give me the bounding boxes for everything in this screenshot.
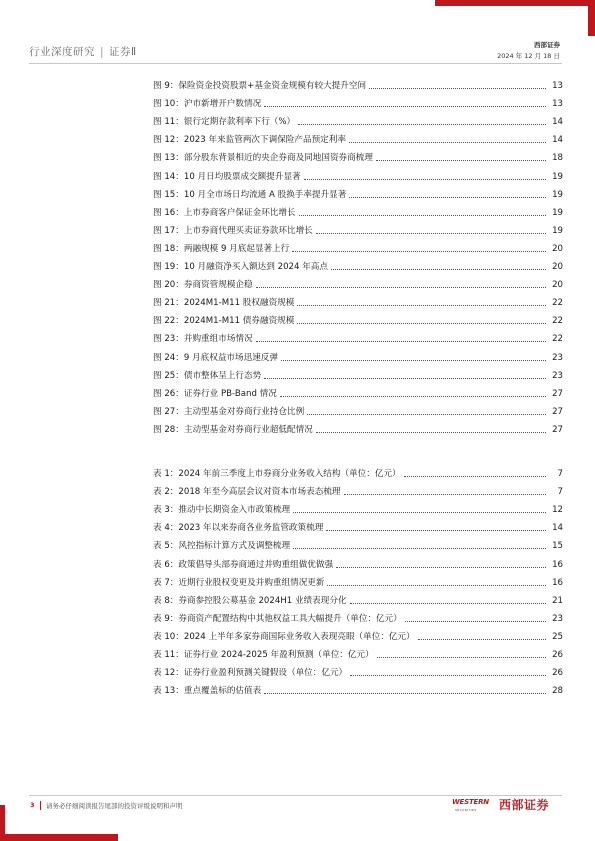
table-toc-entry-page: 14 — [552, 523, 563, 534]
figure-toc-entry-label: 图 14：10 月日均股票成交额提升显著 — [153, 171, 301, 182]
table-toc-entry-label: 表 12：证券行业盈利预测关键假设（单位：亿元） — [153, 668, 348, 679]
figure-toc-entry-page: 27 — [552, 406, 563, 417]
dot-leader — [304, 179, 546, 180]
figure-toc-entry[interactable] — [153, 182, 563, 200]
figure-toc-entry[interactable] — [153, 145, 563, 163]
figure-toc-entry-page: 22 — [552, 316, 563, 327]
table-toc-entry[interactable] — [153, 515, 563, 533]
table-toc-entry[interactable] — [153, 551, 563, 569]
table-toc-entry-label: 表 6：政策倡导头部券商通过并购重组做优做强 — [153, 559, 334, 570]
figure-toc-entry-label: 图 25：债市整体呈上行态势 — [153, 370, 262, 381]
figure-toc-entry-page: 14 — [552, 117, 563, 128]
table-toc-entry[interactable] — [153, 588, 563, 606]
figure-toc-entry-label: 图 18：两融规模 9 月底起显著上行 — [153, 243, 290, 254]
figure-list — [153, 73, 563, 435]
dot-leader — [336, 567, 546, 568]
dot-leader — [405, 621, 546, 622]
dot-leader — [376, 160, 546, 161]
table-toc-entry-page: 7 — [557, 487, 563, 498]
dot-leader — [316, 233, 546, 234]
figure-toc-entry-label: 图 28：主动型基金对券商行业超低配情况 — [153, 424, 313, 435]
table-toc-entry-page: 23 — [552, 613, 563, 624]
dot-leader — [344, 494, 547, 495]
dot-leader — [326, 530, 546, 531]
figure-toc-entry-page: 22 — [552, 334, 563, 345]
dot-leader — [299, 215, 546, 216]
figure-toc-entry-page: 14 — [552, 135, 563, 146]
table-toc-entry-page: 15 — [552, 541, 563, 552]
table-toc-entry-page: 21 — [552, 595, 563, 606]
figure-toc-entry-label: 图 19：10 月融资净买入额达到 2024 年高点 — [153, 262, 328, 273]
table-toc-entry-page: 25 — [552, 631, 563, 642]
header-divider — [29, 63, 562, 64]
figure-toc-entry-page: 19 — [552, 171, 563, 182]
header-separator: | — [100, 46, 105, 58]
figure-toc-entry-page: 19 — [552, 189, 563, 200]
dot-leader — [327, 585, 546, 586]
table-toc-entry-page: 12 — [552, 505, 563, 516]
figure-toc-entry[interactable] — [153, 363, 563, 381]
report-sector: 证券Ⅱ — [109, 46, 137, 58]
table-toc-entry-page: 26 — [552, 650, 563, 661]
logo-chinese: 西部证券 — [499, 798, 550, 812]
table-toc-entry-page: 7 — [557, 469, 563, 480]
table-toc-entry[interactable] — [153, 570, 563, 588]
figure-toc-entry-page: 20 — [552, 262, 563, 273]
dot-leader — [280, 396, 546, 397]
figure-toc-entry[interactable] — [153, 163, 563, 181]
dot-leader — [349, 197, 546, 198]
figure-toc-entry[interactable] — [153, 272, 563, 290]
figure-toc-entry[interactable] — [153, 218, 563, 236]
table-toc-entry-label: 表 7：近期行业股权变更及并购重组情况更新 — [153, 577, 325, 588]
table-toc-entry-page: 16 — [552, 577, 563, 588]
figure-toc-entry-label: 图 15：10 月全市场日均流通 A 股换手率提升显著 — [153, 189, 347, 200]
figure-toc-entry[interactable] — [153, 127, 563, 145]
dot-leader — [281, 360, 546, 361]
dot-leader — [293, 512, 546, 513]
figure-toc-entry-label: 图 27：主动型基金对券商行业持仓比例 — [153, 406, 305, 417]
logo-english: WESTERN — [452, 798, 489, 806]
figure-toc-entry-page: 13 — [552, 81, 563, 92]
figure-toc-entry-label: 图 12：2023 年来监管两次下调保险产品预定利率 — [153, 135, 346, 146]
dot-leader — [256, 341, 546, 342]
report-category: 行业深度研究 — [29, 46, 95, 58]
western-securities-logo — [452, 795, 562, 817]
figure-toc-entry[interactable] — [153, 200, 563, 218]
dot-leader — [307, 414, 546, 415]
table-toc-entry-label: 表 10：2024 上半年多家券商国际业务收入表现亮眼（单位：亿元） — [153, 631, 415, 642]
figure-toc-entry[interactable] — [153, 308, 563, 326]
figure-toc-entry-label: 图 17：上市券商代理买卖证券款环比增长 — [153, 225, 313, 236]
dot-leader — [350, 675, 546, 676]
figure-toc-entry-label: 图 26：证券行业 PB-Band 情况 — [153, 388, 277, 399]
figure-toc-entry-page: 22 — [552, 298, 563, 309]
figure-toc-entry-page: 18 — [552, 153, 563, 164]
dot-leader — [292, 251, 546, 252]
figure-toc-entry-page: 27 — [552, 388, 563, 399]
table-toc-entry-page: 16 — [552, 559, 563, 570]
figure-toc-entry-page: 20 — [552, 243, 563, 254]
figure-toc-entry-label: 图 16：上市券商客户保证金环比增长 — [153, 207, 296, 218]
figure-toc-entry-label: 图 10：沪市新增开户数情况 — [153, 99, 262, 110]
figure-toc-entry-label: 图 23：并购重组市场情况 — [153, 334, 253, 345]
figure-toc-entry[interactable] — [153, 236, 563, 254]
table-toc-entry-label: 表 9：券商资产配置结构中其他权益工具大幅提升（单位：亿元） — [153, 613, 402, 624]
table-toc-entry-label: 表 5：风控指标计算方式及调整梳理 — [153, 541, 291, 552]
dot-leader — [418, 639, 546, 640]
figure-toc-entry-label: 图 24：9 月底权益市场迅速反弹 — [153, 352, 278, 363]
figure-toc-entry[interactable] — [153, 381, 563, 399]
dot-leader — [264, 106, 546, 107]
figure-toc-entry[interactable] — [153, 399, 563, 417]
figure-toc-entry-page: 23 — [552, 370, 563, 381]
figure-toc-entry-label: 图 9：保险资金投资股票+基金资金规模有较大提升空间 — [153, 81, 367, 92]
table-toc-entry-label: 表 1：2024 年前三季度上市券商分业务收入结构（单位：亿元） — [153, 469, 401, 480]
dot-leader — [349, 142, 546, 143]
figure-toc-entry[interactable] — [153, 73, 563, 91]
figure-toc-entry[interactable] — [153, 344, 563, 362]
table-toc-entry[interactable] — [153, 497, 563, 515]
dot-leader — [293, 548, 546, 549]
table-toc-entry-label: 表 11：证券行业 2024-2025 年盈利预测（单位：亿元） — [153, 650, 374, 661]
table-list — [153, 461, 563, 696]
figure-toc-entry-label: 图 22：2024M1-M11 债券融资规模 — [153, 316, 295, 327]
figure-toc-entry-page: 27 — [552, 424, 563, 435]
figure-toc-entry[interactable] — [153, 254, 563, 272]
figure-toc-entry[interactable] — [153, 109, 563, 127]
figure-toc-entry-page: 20 — [552, 280, 563, 291]
table-toc-entry-label: 表 2：2018 年至今高层会议对资本市场表态梳理 — [153, 487, 341, 498]
dot-leader — [256, 287, 546, 288]
figure-toc-entry-page: 19 — [552, 207, 563, 218]
top-right-corner-bar — [435, 0, 595, 6]
figure-toc-entry[interactable] — [153, 417, 563, 435]
table-toc-entry[interactable] — [153, 642, 563, 660]
figure-toc-entry-page: 13 — [552, 99, 563, 110]
table-toc-entry-page: 28 — [552, 686, 563, 697]
table-toc-entry[interactable] — [153, 606, 563, 624]
table-toc-entry[interactable] — [153, 479, 563, 497]
top-right-corner-bar-vertical — [588, 0, 595, 36]
report-date: 2024 年 12 月 18 日 — [497, 52, 560, 60]
company-name: 西部证券 — [534, 41, 560, 49]
table-toc-entry[interactable] — [153, 660, 563, 678]
dot-leader — [369, 88, 546, 89]
figure-toc-entry[interactable] — [153, 91, 563, 109]
report-category-header — [29, 44, 137, 59]
table-toc-entry[interactable] — [153, 533, 563, 551]
dot-leader — [377, 657, 546, 658]
dot-leader — [316, 432, 546, 433]
table-toc-entry-label: 表 3：推动中长期资金入市政策梳理 — [153, 505, 291, 516]
table-toc-entry-label: 表 13：重点覆盖标的估值表 — [153, 686, 262, 697]
figure-toc-entry[interactable] — [153, 290, 563, 308]
figure-toc-entry-page: 19 — [552, 225, 563, 236]
dot-leader — [298, 124, 546, 125]
dot-leader — [331, 269, 546, 270]
dot-leader — [404, 476, 546, 477]
dot-leader — [297, 323, 546, 324]
page-number: 3 — [30, 801, 35, 809]
table-toc-entry[interactable] — [153, 461, 563, 479]
footer-separator — [40, 801, 41, 810]
dot-leader — [264, 693, 546, 694]
table-toc-entry[interactable] — [153, 678, 563, 696]
table-toc-entry-label: 表 8：券商参控股公募基金 2024H1 业绩表现分化 — [153, 595, 347, 606]
figure-toc-entry-label: 图 20：券商资管规模企稳 — [153, 280, 253, 291]
dot-leader — [297, 305, 546, 306]
table-toc-entry[interactable] — [153, 624, 563, 642]
logo-subtitle: SECURITIES — [455, 808, 477, 812]
figure-toc-entry-label: 图 21：2024M1-M11 股权融资规模 — [153, 298, 295, 309]
figure-toc-entry-label: 图 13：部分股东背景相近的央企券商及同地国资券商梳理 — [153, 153, 373, 164]
table-toc-entry-label: 表 4：2023 年以来券商各业务监管政策梳理 — [153, 523, 324, 534]
figure-toc-entry-label: 图 11：银行定期存款利率下行（%） — [153, 117, 296, 128]
disclaimer-text: 请务必仔细阅读报告尾部的投资评级说明和声明 — [46, 802, 183, 810]
dot-leader — [350, 603, 546, 604]
table-toc-entry-page: 26 — [552, 668, 563, 679]
figure-toc-entry[interactable] — [153, 326, 563, 344]
figure-toc-entry-page: 23 — [552, 352, 563, 363]
dot-leader — [264, 378, 546, 379]
bottom-left-corner-bar — [0, 834, 118, 841]
